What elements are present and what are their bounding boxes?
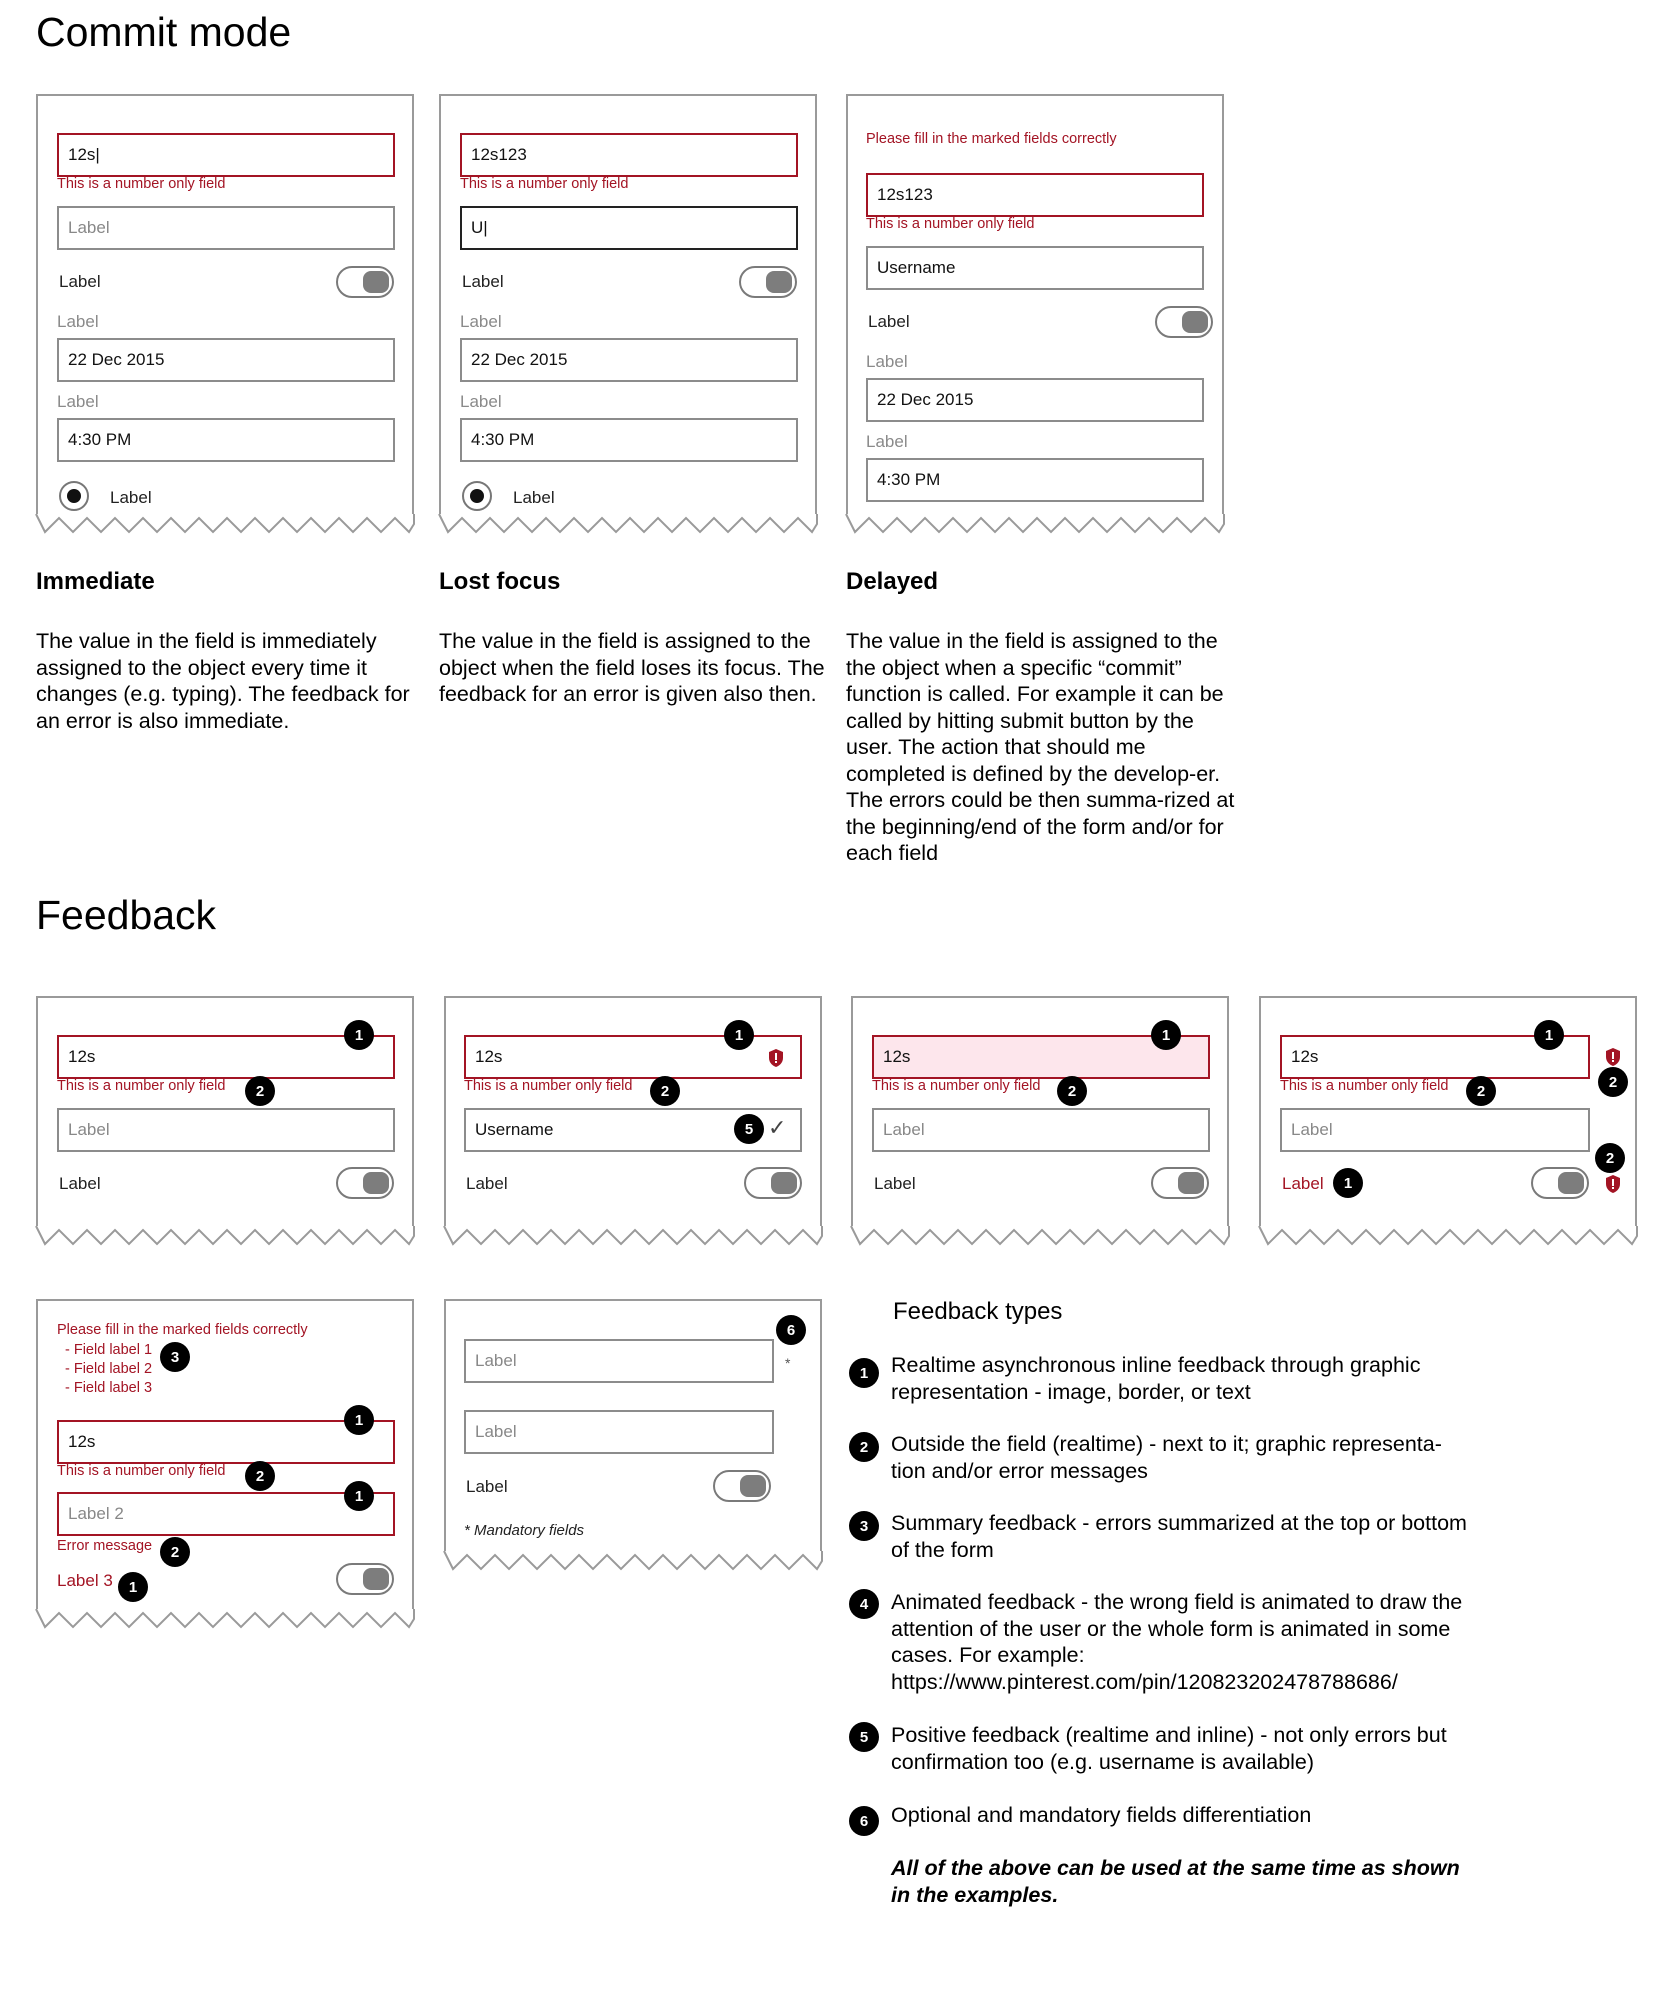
toggle-label: Label	[868, 312, 910, 331]
toggle-label: Label	[59, 1174, 101, 1193]
toggle-label: Label	[874, 1174, 916, 1193]
number-error-text: This is a number only field	[866, 216, 1035, 232]
number-error-text: This is a number only field	[460, 176, 629, 192]
time-label: Label	[866, 432, 908, 451]
text-input[interactable]: Label	[57, 206, 395, 250]
radio-button[interactable]	[462, 481, 492, 511]
optional-input[interactable]: Label	[464, 1410, 774, 1454]
legend-badge-5: 5	[849, 1722, 879, 1752]
toggle-switch[interactable]	[1151, 1167, 1209, 1199]
text-input[interactable]: Label	[57, 1108, 395, 1152]
badge-2: 2	[650, 1076, 680, 1106]
legend-item-5: Positive feedback (realtime and inline) - not only errors but confirmation too (e.g. username is available)	[891, 1723, 1447, 1774]
time-label: Label	[57, 392, 99, 411]
feedback-heading: Feedback	[36, 892, 217, 938]
legend-footer: All of the above can be used at the same time as shown in the examples.	[891, 1856, 1460, 1907]
badge-2: 2	[1466, 1076, 1496, 1106]
legend-item-6: Optional and mandatory fields differentiation	[891, 1803, 1312, 1827]
number-input[interactable]: 12s	[872, 1035, 1210, 1079]
legend-badge-3: 3	[849, 1511, 879, 1541]
badge-1: 1	[1534, 1020, 1564, 1050]
number-input[interactable]: 12s	[464, 1035, 802, 1079]
badge-2: 2	[160, 1537, 190, 1567]
time-input[interactable]: 4:30 PM	[57, 418, 395, 462]
radio-button[interactable]	[59, 481, 89, 511]
legend-badge-2: 2	[849, 1432, 879, 1462]
badge-3: 3	[160, 1342, 190, 1372]
legend-badge-1: 1	[849, 1358, 879, 1388]
radio-label: Label	[110, 488, 152, 507]
date-input[interactable]: 22 Dec 2015	[866, 378, 1204, 422]
number-error-text: This is a number only field	[57, 176, 226, 192]
time-label: Label	[460, 392, 502, 411]
zigzag-edge	[444, 1551, 822, 1571]
number-error-text: This is a number only field	[1280, 1078, 1449, 1094]
zigzag-edge	[36, 1609, 414, 1629]
zigzag-edge	[444, 1226, 822, 1246]
zigzag-edge	[1259, 1226, 1637, 1246]
zigzag-edge	[36, 1226, 414, 1246]
number-input[interactable]: 12s|	[57, 133, 395, 177]
legend-item-1: Realtime asynchronous inline feedback through graphic representation - image, border, or text	[891, 1353, 1421, 1404]
text-input[interactable]: Label	[1280, 1108, 1590, 1152]
commit-mode-heading: Commit mode	[36, 9, 292, 55]
number-error-text: This is a number only field	[464, 1078, 633, 1094]
text-input[interactable]: Label	[872, 1108, 1210, 1152]
mandatory-input[interactable]: Label	[464, 1339, 774, 1383]
date-label: Label	[866, 352, 908, 371]
toggle-switch[interactable]	[1531, 1167, 1589, 1199]
username-input[interactable]: Username	[464, 1108, 802, 1152]
badge-2: 2	[1598, 1067, 1628, 1097]
badge-5: 5	[734, 1114, 764, 1144]
summary-error-text: Please fill in the marked fields correctly	[57, 1322, 308, 1338]
toggle-switch[interactable]	[336, 1563, 394, 1595]
number-input[interactable]: 12s	[1280, 1035, 1590, 1079]
error-message-text: Error message	[57, 1538, 153, 1554]
summary-item: - Field label 1	[65, 1342, 153, 1358]
immediate-description: The value in the field is immediately assigned to the object every time it changes (e.g. typing). The feedback for an error is also immediate.	[36, 629, 410, 733]
number-input[interactable]: 12s123	[866, 173, 1204, 217]
lost-focus-title: Lost focus	[439, 568, 561, 595]
number-input[interactable]: 12s	[57, 1420, 395, 1464]
feedback-types-title: Feedback types	[893, 1298, 1063, 1325]
legend-item-2: Outside the field (realtime) - next to it; graphic representa-tion and/or error messages	[891, 1432, 1442, 1483]
badge-2: 2	[245, 1461, 275, 1491]
toggle-switch[interactable]	[336, 1167, 394, 1199]
date-label: Label	[460, 312, 502, 331]
date-input[interactable]: 22 Dec 2015	[460, 338, 798, 382]
number-input[interactable]: 12s	[57, 1035, 395, 1079]
legend-badge-6: 6	[849, 1806, 879, 1836]
badge-1: 1	[118, 1572, 148, 1602]
legend-badge-4: 4	[849, 1589, 879, 1619]
badge-1: 1	[344, 1481, 374, 1511]
toggle-switch[interactable]	[739, 266, 797, 298]
toggle-switch[interactable]	[744, 1167, 802, 1199]
legend-item-3: Summary feedback - errors summarized at the top or bottom of the form	[891, 1511, 1467, 1562]
shield-alert-icon	[768, 1048, 784, 1068]
number-input[interactable]: 12s123	[460, 133, 798, 177]
mandatory-note: * Mandatory fields	[464, 1522, 585, 1539]
date-label: Label	[57, 312, 99, 331]
summary-error-text: Please fill in the marked fields correctly	[866, 131, 1117, 147]
error-label: Label 3	[57, 1571, 113, 1590]
toggle-switch[interactable]	[1155, 306, 1213, 338]
toggle-switch[interactable]	[336, 266, 394, 298]
date-input[interactable]: 22 Dec 2015	[57, 338, 395, 382]
badge-2: 2	[245, 1076, 275, 1106]
badge-2: 2	[1057, 1076, 1087, 1106]
zigzag-edge	[851, 1226, 1229, 1246]
time-input[interactable]: 4:30 PM	[460, 418, 798, 462]
number-error-text: This is a number only field	[57, 1078, 226, 1094]
number-error-text: This is a number only field	[57, 1463, 226, 1479]
toggle-label: Label	[59, 272, 101, 291]
mandatory-star: *	[785, 1355, 791, 1371]
badge-1: 1	[344, 1020, 374, 1050]
badge-1: 1	[724, 1020, 754, 1050]
label2-input[interactable]: Label 2	[57, 1492, 395, 1536]
summary-item: - Field label 3	[65, 1380, 153, 1396]
toggle-label: Label	[462, 272, 504, 291]
badge-1: 1	[344, 1405, 374, 1435]
toggle-label: Label	[466, 1477, 508, 1496]
badge-1: 1	[1151, 1020, 1181, 1050]
legend-item-4: Animated feedback - the wrong field is animated to draw the attention of the user or the whole form is animated in some cases. For example: https://www.pinterest.com/pin/120823202478788686/	[891, 1590, 1463, 1694]
badge-6: 6	[776, 1315, 806, 1345]
time-input[interactable]: 4:30 PM	[866, 458, 1204, 502]
delayed-description: The value in the field is assigned to the the object when a specific “commit” function is called. For example it can be called by hitting submit button by the user. The action that should me completed is defined by the develop-er. The errors could be then summa-rized at the beginning/end of the form and/or for each field	[846, 629, 1235, 865]
shield-alert-icon	[1605, 1047, 1621, 1067]
error-label: Label	[1282, 1174, 1324, 1193]
username-input[interactable]: Username	[866, 246, 1204, 290]
radio-label: Label	[513, 488, 555, 507]
toggle-switch[interactable]	[713, 1470, 771, 1502]
focused-text-input[interactable]: U|	[460, 206, 798, 250]
toggle-label: Label	[466, 1174, 508, 1193]
number-error-text: This is a number only field	[872, 1078, 1041, 1094]
summary-item: - Field label 2	[65, 1361, 153, 1377]
zigzag-edge	[36, 514, 414, 534]
shield-alert-icon	[1605, 1174, 1621, 1194]
badge-1: 1	[1333, 1168, 1363, 1198]
zigzag-edge	[439, 514, 817, 534]
zigzag-edge	[846, 514, 1224, 534]
immediate-title: Immediate	[36, 568, 155, 595]
check-icon: ✓	[768, 1115, 787, 1140]
delayed-title: Delayed	[846, 568, 939, 595]
badge-2: 2	[1595, 1143, 1625, 1173]
lost-focus-description: The value in the field is assigned to the object when the field loses its focus. The feedback for an error is given also then.	[439, 629, 825, 706]
